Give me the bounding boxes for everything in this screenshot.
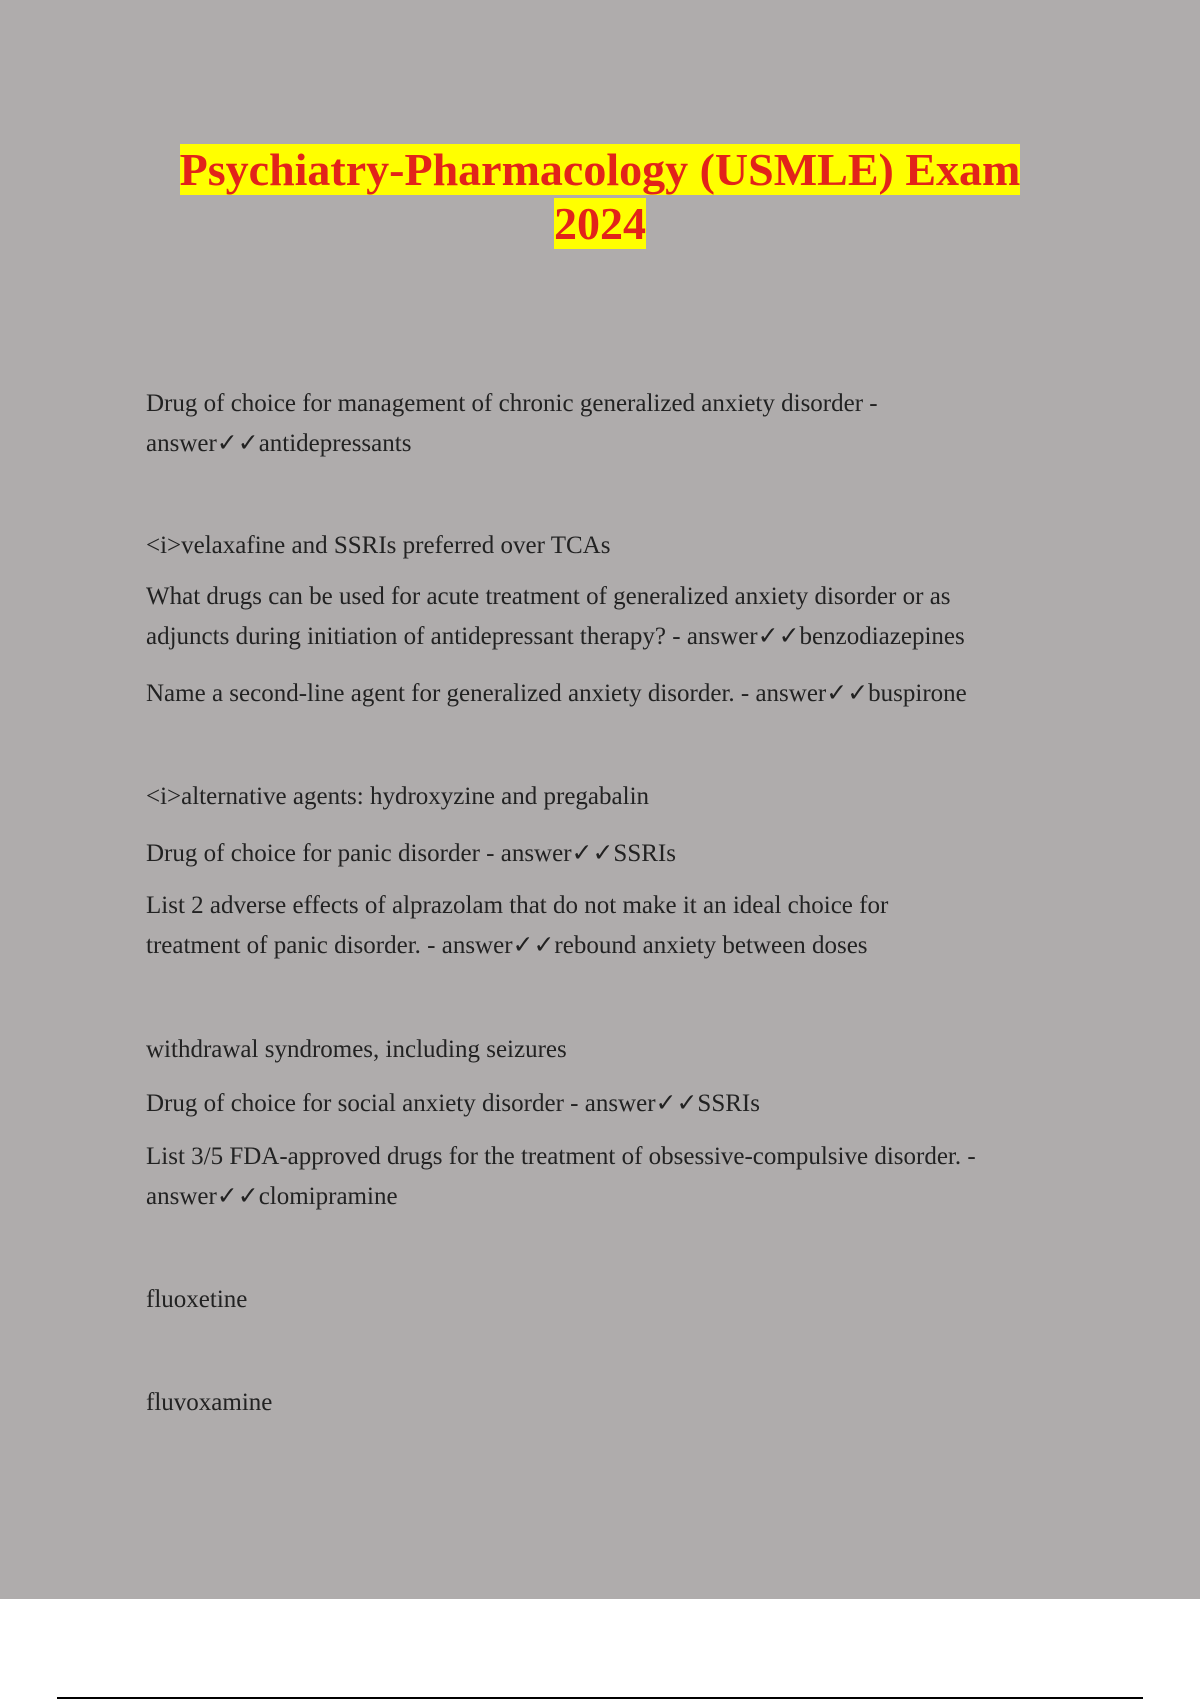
qa-line: Name a second-line agent for generalized anxiety disorder. - answer✓✓buspirone xyxy=(146,680,967,707)
title-line-1: Psychiatry-Pharmacology (USMLE) Exam xyxy=(179,144,1021,195)
qa-line: Drug of choice for social anxiety disorder - answer✓✓SSRIs xyxy=(146,1090,760,1117)
qa-line: answer✓✓clomipramine xyxy=(146,1183,398,1210)
qa-line: List 3/5 FDA-approved drugs for the treatment of obsessive-compulsive disorder. - xyxy=(146,1143,976,1170)
qa-line: <i>velaxafine and SSRIs preferred over TCAs xyxy=(146,532,611,559)
qa-line: Drug of choice for management of chronic generalized anxiety disorder - xyxy=(146,390,878,417)
title-line-2: 2024 xyxy=(554,198,646,249)
qa-line: fluoxetine xyxy=(146,1286,248,1313)
qa-line: answer✓✓antidepressants xyxy=(146,430,412,457)
footer-divider xyxy=(57,1697,1143,1699)
qa-line: Drug of choice for panic disorder - answer✓✓SSRIs xyxy=(146,840,676,867)
qa-line: treatment of panic disorder. - answer✓✓rebound anxiety between doses xyxy=(146,932,868,959)
qa-line: What drugs can be used for acute treatment of generalized anxiety disorder or as xyxy=(146,583,951,610)
qa-line: adjuncts during initiation of antidepressant therapy? - answer✓✓benzodiazepines xyxy=(146,623,965,650)
qa-line: withdrawal syndromes, including seizures xyxy=(146,1036,567,1063)
qa-line: List 2 adverse effects of alprazolam that do not make it an ideal choice for xyxy=(146,892,889,919)
qa-line: fluvoxamine xyxy=(146,1389,273,1416)
qa-line: <i>alternative agents: hydroxyzine and pregabalin xyxy=(146,783,650,810)
page-title xyxy=(0,143,1200,251)
